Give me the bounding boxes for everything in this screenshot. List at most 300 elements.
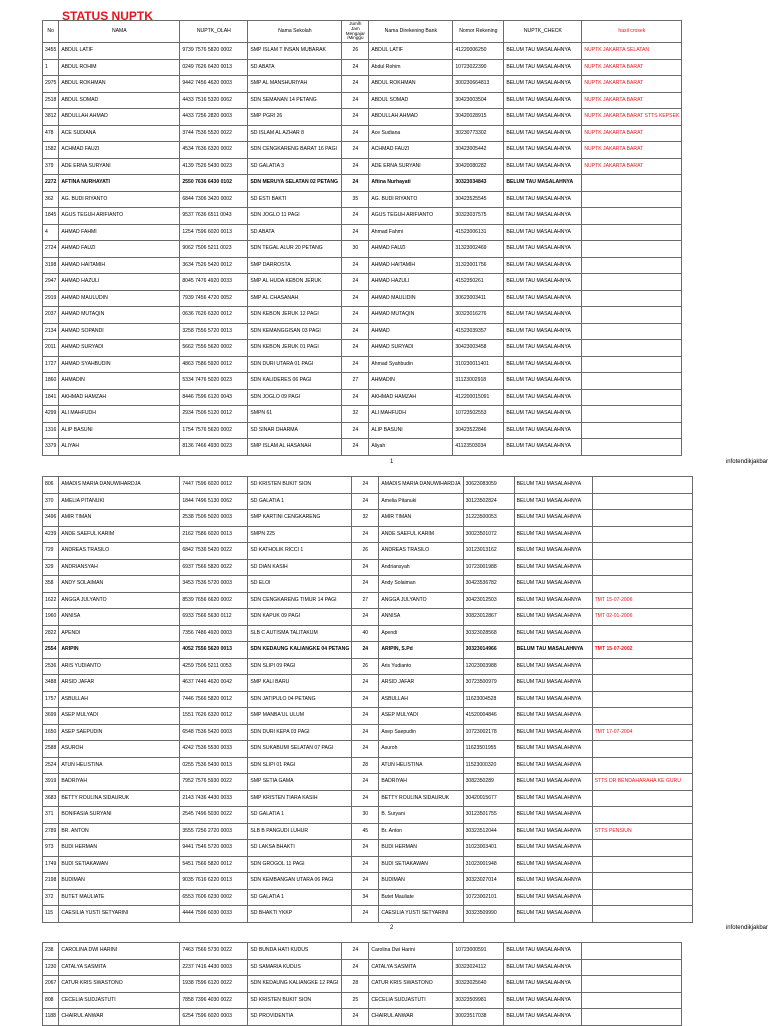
cell-hasil-crosek bbox=[592, 873, 692, 890]
table-row bbox=[43, 609, 693, 626]
cell-nomor-rekening: 30323027014 bbox=[463, 873, 514, 890]
cell-jumlah-jam: 24 bbox=[342, 158, 369, 175]
cell-jumlah-jam: 24 bbox=[342, 224, 369, 241]
cell-nama: BETTY ROULINA SIDAURUK bbox=[59, 790, 180, 807]
cell-hasil-crosek: NUPTK JAKARTA SELATAN bbox=[582, 43, 682, 60]
table-row bbox=[43, 873, 693, 890]
table-header-row bbox=[43, 21, 682, 43]
cell-nama-bank: B. Suryani bbox=[379, 807, 463, 824]
cell-jumlah-jam: 26 bbox=[352, 543, 379, 560]
table-row bbox=[43, 959, 682, 976]
cell-hasil-crosek bbox=[582, 992, 682, 1009]
cell-nama: CAROLINA DWI HARINI bbox=[59, 943, 180, 960]
cell-nama-bank: BADRIYAH bbox=[379, 774, 463, 791]
table-row bbox=[43, 493, 693, 510]
cell-hasil-crosek bbox=[592, 675, 692, 692]
cell-nama-bank: Carolina Dwi Harini bbox=[369, 943, 453, 960]
cell-nomor-rekening: 10723002178 bbox=[463, 724, 514, 741]
cell-nomor-rekening: 30423005442 bbox=[453, 142, 504, 159]
cell-nuptk-olah: 5334 7476 5020 0023 bbox=[180, 373, 248, 390]
cell-nama-sekolah: SDN SEMANAN 14 PETANG bbox=[248, 92, 342, 109]
cell-nama-sekolah: SD BHAKTI YKKP bbox=[248, 906, 352, 923]
cell-nuptk-check: BELUM TAU MASALAHNYA bbox=[504, 241, 582, 258]
cell-nomor-rekening: 10723022390 bbox=[453, 59, 504, 76]
cell-nomor-rekening: 30323025640 bbox=[453, 976, 504, 993]
cell-no: 372 bbox=[43, 889, 59, 906]
cell-nama-sekolah: SD KRISTEN BUKIT SION bbox=[248, 477, 352, 494]
cell-nama: AHMAD SYAHBUDIN bbox=[59, 356, 180, 373]
cell-nama-sekolah: SD SINAR DHARMA bbox=[248, 422, 342, 439]
cell-nomor-rekening: 30323028568 bbox=[463, 625, 514, 642]
cell-nama: ANNISA bbox=[59, 609, 180, 626]
cell-nama-bank: ADE ERNA SURYANI bbox=[369, 158, 453, 175]
cell-nuptk-olah: 3258 7556 5720 0013 bbox=[180, 323, 248, 340]
cell-no: 2554 bbox=[43, 642, 59, 659]
cell-jumlah-jam: 24 bbox=[352, 774, 379, 791]
cell-nama: ASEP SAEPUDIN bbox=[59, 724, 180, 741]
cell-nomor-rekening: 41123503034 bbox=[453, 439, 504, 456]
cell-jumlah-jam: 24 bbox=[342, 208, 369, 225]
cell-nuptk-olah: 6933 7566 5630 0112 bbox=[180, 609, 248, 626]
cell-nomor-rekening: 30323037575 bbox=[453, 208, 504, 225]
cell-nuptk-olah: 2162 7586 6020 0013 bbox=[180, 526, 248, 543]
cell-nama-sekolah: SD KRISTEN BUKIT SION bbox=[248, 992, 342, 1009]
cell-nomor-rekening: 10723002101 bbox=[463, 889, 514, 906]
cell-nuptk-olah: 4242 7536 5530 0033 bbox=[180, 741, 248, 758]
cell-nama-bank: ALI MAHFUDH bbox=[369, 406, 453, 423]
cell-nomor-rekening: 10723000591 bbox=[453, 943, 504, 960]
cell-nomor-rekening: 30423012503 bbox=[463, 592, 514, 609]
cell-nuptk-check: BELUM TAU MASALAHNYA bbox=[514, 559, 592, 576]
cell-nomor-rekening: 41523006131 bbox=[453, 224, 504, 241]
cell-nama-bank: AHMAD FAUZI bbox=[369, 241, 453, 258]
cell-no: 3919 bbox=[43, 774, 59, 791]
cell-nama-sekolah: SDN SLIPI 01 PAGI bbox=[248, 757, 352, 774]
cell-nomor-rekening: 300230664813 bbox=[453, 76, 504, 93]
cell-nomor-rekening: 30323016276 bbox=[453, 307, 504, 324]
cell-nama-sekolah: SMP KALI BARU bbox=[248, 675, 352, 692]
cell-jumlah-jam: 24 bbox=[352, 477, 379, 494]
cell-nama-bank: ABDUL LATIF bbox=[369, 43, 453, 60]
cell-nama-bank: CHAIRUL ANWAR bbox=[369, 1009, 453, 1026]
cell-hasil-crosek bbox=[592, 807, 692, 824]
cell-hasil-crosek bbox=[592, 526, 692, 543]
cell-nuptk-check: BELUM TAU MASALAHNYA bbox=[514, 625, 592, 642]
cell-nama: AHMADIN bbox=[59, 373, 180, 390]
cell-nama-sekolah: SDN JATIPULO 04 PETANG bbox=[248, 691, 352, 708]
cell-nomor-rekening: 30423003458 bbox=[453, 340, 504, 357]
cell-jumlah-jam: 26 bbox=[342, 43, 369, 60]
cell-jumlah-jam: 27 bbox=[342, 373, 369, 390]
table-row bbox=[43, 422, 682, 439]
cell-nuptk-check: BELUM TAU MASALAHNYA bbox=[504, 158, 582, 175]
cell-nomor-rekening: 41523039357 bbox=[453, 323, 504, 340]
cell-nama-bank: AMADIS MARIA DANUWIHARDJA bbox=[379, 477, 463, 494]
cell-no: 2975 bbox=[43, 76, 59, 93]
cell-hasil-crosek bbox=[592, 889, 692, 906]
table-row bbox=[43, 576, 693, 593]
cell-no: 4 bbox=[43, 224, 59, 241]
cell-hasil-crosek bbox=[592, 543, 692, 560]
cell-jumlah-jam: 24 bbox=[342, 92, 369, 109]
cell-nama-bank: ACHMAD FAUZI bbox=[369, 142, 453, 159]
table-row bbox=[43, 389, 682, 406]
cell-nama: AHMAD SURYADI bbox=[59, 340, 180, 357]
cell-nama: AFTINA NURHAYATI bbox=[59, 175, 180, 192]
cell-nama-sekolah: SMP PGRI 26 bbox=[248, 109, 342, 126]
cell-nama: ALIYAH bbox=[59, 439, 180, 456]
cell-jumlah-jam: 40 bbox=[352, 625, 379, 642]
cell-nuptk-olah: 0249 7626 6420 0013 bbox=[180, 59, 248, 76]
cell-hasil-crosek bbox=[592, 840, 692, 857]
cell-nama: BUTET MAULIATE bbox=[59, 889, 180, 906]
cell-nuptk-check: BELUM TAU MASALAHNYA bbox=[514, 609, 592, 626]
cell-nama-sekolah: SDN MERUYA SELATAN 02 PETANG bbox=[248, 175, 342, 192]
cell-jumlah-jam: 24 bbox=[352, 526, 379, 543]
cell-jumlah-jam: 28 bbox=[342, 976, 369, 993]
cell-nama-sekolah: SD GALATIA 1 bbox=[248, 493, 352, 510]
table-row bbox=[43, 92, 682, 109]
cell-nuptk-check: BELUM TAU MASALAHNYA bbox=[514, 510, 592, 527]
cell-nuptk-olah: 0255 7536 5430 0013 bbox=[180, 757, 248, 774]
footer-site-label-1: infotendikjakbar bbox=[725, 459, 768, 465]
cell-no: 1841 bbox=[43, 389, 59, 406]
cell-jumlah-jam: 24 bbox=[342, 1009, 369, 1026]
cell-nama: AMADIS MARIA DANUWIHARDJA bbox=[59, 477, 180, 494]
cell-hasil-crosek bbox=[582, 389, 682, 406]
cell-nomor-rekening: 31223500053 bbox=[463, 510, 514, 527]
cell-no: 2272 bbox=[43, 175, 59, 192]
cell-hasil-crosek bbox=[582, 191, 682, 208]
cell-nuptk-olah: 0636 7626 6320 0012 bbox=[180, 307, 248, 324]
footer-site-label-2: infotendikjakbar bbox=[725, 925, 768, 931]
cell-hasil-crosek bbox=[582, 943, 682, 960]
cell-nomor-rekening: 30323024112 bbox=[453, 959, 504, 976]
cell-nama-sekolah: SDN CENGKARENG BARAT 16 PAGI bbox=[248, 142, 342, 159]
cell-nomor-rekening: 30623003411 bbox=[453, 290, 504, 307]
cell-nuptk-olah: 8446 7596 6120 0043 bbox=[180, 389, 248, 406]
cell-nama-bank: ANDREAS TRASILO bbox=[379, 543, 463, 560]
cell-hasil-crosek bbox=[592, 493, 692, 510]
cell-nuptk-olah: 1844 7496 5130 0062 bbox=[180, 493, 248, 510]
table-row bbox=[43, 592, 693, 609]
cell-nama-bank: ABDUL ROKHMAN bbox=[369, 76, 453, 93]
header-no: No bbox=[43, 21, 59, 43]
table-row bbox=[43, 43, 682, 60]
cell-nama-sekolah: SMP MANBA'UL ULUM bbox=[248, 708, 352, 725]
table-row bbox=[43, 976, 682, 993]
cell-nuptk-check: BELUM TAU MASALAHNYA bbox=[514, 724, 592, 741]
table-row bbox=[43, 757, 693, 774]
cell-nuptk-check: BELUM TAU MASALAHNYA bbox=[514, 675, 592, 692]
cell-nama-sekolah: SMP KARTINI CENGKARENG bbox=[248, 510, 352, 527]
table-row bbox=[43, 807, 693, 824]
cell-nuptk-olah: 8136 7466 4930 0023 bbox=[180, 439, 248, 456]
cell-nuptk-check: BELUM TAU MASALAHNYA bbox=[504, 59, 582, 76]
header-nuptk-olah: NUPTK_OLAH bbox=[180, 21, 248, 43]
cell-jumlah-jam: 45 bbox=[352, 823, 379, 840]
cell-nama-sekolah: SD ABATA bbox=[248, 59, 342, 76]
cell-no: 1650 bbox=[43, 724, 59, 741]
cell-hasil-crosek: STTS PENSIUN bbox=[592, 823, 692, 840]
table-row bbox=[43, 257, 682, 274]
cell-nomor-rekening: 30323014966 bbox=[463, 642, 514, 659]
cell-nomor-rekening: 30423536782 bbox=[463, 576, 514, 593]
cell-nomor-rekening: 30420015677 bbox=[463, 790, 514, 807]
cell-nama: AHMAD FAUZI bbox=[59, 241, 180, 258]
cell-no: 1757 bbox=[43, 691, 59, 708]
cell-nuptk-olah: 8539 7656 6620 0002 bbox=[180, 592, 248, 609]
cell-nama: ANDRIANSYAH bbox=[59, 559, 180, 576]
cell-nama: CAESILIA YUSTI SETYARINI bbox=[59, 906, 180, 923]
cell-nama-bank: ABDULLAH AHMAD bbox=[369, 109, 453, 126]
cell-nama: ATUN HELISTINA bbox=[59, 757, 180, 774]
cell-no: 329 bbox=[43, 559, 59, 576]
table-row bbox=[43, 373, 682, 390]
cell-no: 238 bbox=[43, 943, 59, 960]
header-nama-sekolah: Nama Sekolah bbox=[248, 21, 342, 43]
cell-no: 2947 bbox=[43, 274, 59, 291]
cell-jumlah-jam: 24 bbox=[342, 323, 369, 340]
cell-nama-bank: ANNISA bbox=[379, 609, 463, 626]
cell-nuptk-olah: 7952 7576 5930 0022 bbox=[180, 774, 248, 791]
cell-hasil-crosek bbox=[582, 959, 682, 976]
cell-nuptk-olah: 3555 7256 2720 0003 bbox=[180, 823, 248, 840]
cell-nama: AMIR TIMAN bbox=[59, 510, 180, 527]
cell-hasil-crosek bbox=[582, 323, 682, 340]
cell-nama: AGUS TEGUH ARIFIANTO bbox=[59, 208, 180, 225]
cell-nama-sekolah: SD ABATA bbox=[248, 224, 342, 241]
cell-nama: ALI MAHFUDH bbox=[59, 406, 180, 423]
cell-jumlah-jam: 24 bbox=[352, 609, 379, 626]
cell-no: 379 bbox=[43, 158, 59, 175]
cell-jumlah-jam: 24 bbox=[342, 389, 369, 406]
cell-nama: AHMAD MAULUDIN bbox=[59, 290, 180, 307]
cell-nuptk-check: BELUM TAU MASALAHNYA bbox=[514, 823, 592, 840]
cell-nuptk-olah: 2934 7506 5120 0012 bbox=[180, 406, 248, 423]
cell-jumlah-jam: 25 bbox=[342, 992, 369, 1009]
header-nomor-rekening: Nomor Rekening bbox=[453, 21, 504, 43]
cell-nama-sekolah: SDN TEGAL ALUR 20 PETANG bbox=[248, 241, 342, 258]
cell-nomor-rekening: 30423522846 bbox=[453, 422, 504, 439]
cell-nomor-rekening: 11623501955 bbox=[463, 741, 514, 758]
table-row bbox=[43, 125, 682, 142]
cell-no: 973 bbox=[43, 840, 59, 857]
cell-nuptk-check: BELUM TAU MASALAHNYA bbox=[504, 406, 582, 423]
cell-nomor-rekening: 310230011401 bbox=[453, 356, 504, 373]
table-row bbox=[43, 642, 693, 659]
cell-nama-bank: ALIP BASUNI bbox=[369, 422, 453, 439]
table-row bbox=[43, 191, 682, 208]
cell-nomor-rekening: 412200015091 bbox=[453, 389, 504, 406]
table-row bbox=[43, 158, 682, 175]
cell-nama-sekolah: SD BUNDA HATI KUDUS bbox=[248, 943, 342, 960]
cell-jumlah-jam: 24 bbox=[342, 76, 369, 93]
cell-nama-sekolah: SMPN 61 bbox=[248, 406, 342, 423]
cell-nuptk-olah: 6844 7306 3420 0002 bbox=[180, 191, 248, 208]
cell-jumlah-jam: 24 bbox=[352, 906, 379, 923]
cell-nama: CHAIRUL ANWAR bbox=[59, 1009, 180, 1026]
cell-hasil-crosek: NUPTK JAKARTA BARAT bbox=[582, 125, 682, 142]
cell-nama-bank: Aftina Nurhayati bbox=[369, 175, 453, 192]
cell-no: 370 bbox=[43, 493, 59, 510]
cell-no: 1960 bbox=[43, 609, 59, 626]
document-title: STATUS NUPTK bbox=[62, 9, 153, 23]
cell-nama-sekolah: SMP AL MANSHURIYAH bbox=[248, 76, 342, 93]
cell-nuptk-olah: 9035 7616 6220 0013 bbox=[180, 873, 248, 890]
page-number-2: 2 bbox=[390, 925, 394, 931]
cell-nuptk-olah: 4433 7516 5320 0062 bbox=[180, 92, 248, 109]
cell-no: 371 bbox=[43, 807, 59, 824]
cell-nama: AKHMAD HAMZAH bbox=[59, 389, 180, 406]
cell-jumlah-jam: 24 bbox=[352, 576, 379, 593]
cell-nama-bank: Aliyah bbox=[369, 439, 453, 456]
cell-nama-bank: Amelia Pitanuki bbox=[379, 493, 463, 510]
cell-no: 3198 bbox=[43, 257, 59, 274]
cell-nama: BUDI HERMAN bbox=[59, 840, 180, 857]
cell-nama-sekolah: SMP ISLAM AL HASANAH bbox=[248, 439, 342, 456]
cell-nuptk-check: BELUM TAU MASALAHNYA bbox=[504, 992, 582, 1009]
cell-nuptk-check: BELUM TAU MASALAHNYA bbox=[514, 757, 592, 774]
cell-nama-sekolah: SDN DURI KEPA 03 PAGI bbox=[248, 724, 352, 741]
cell-jumlah-jam: 26 bbox=[352, 658, 379, 675]
cell-no: 1860 bbox=[43, 373, 59, 390]
cell-nama-bank: Asuroh bbox=[379, 741, 463, 758]
cell-nama: AMELIA PITANUKI bbox=[59, 493, 180, 510]
cell-nama: ABDUL SOMAD bbox=[59, 92, 180, 109]
cell-no: 3496 bbox=[43, 510, 59, 527]
cell-nuptk-check: BELUM TAU MASALAHNYA bbox=[504, 175, 582, 192]
cell-nuptk-olah: 6548 7536 5420 0003 bbox=[180, 724, 248, 741]
table-row bbox=[43, 241, 682, 258]
cell-nomor-rekening: 30023501072 bbox=[463, 526, 514, 543]
cell-nama-sekolah: SD ELOI bbox=[248, 576, 352, 593]
cell-jumlah-jam: 24 bbox=[342, 274, 369, 291]
cell-nama: BADRIYAH bbox=[59, 774, 180, 791]
cell-nama: CATUR KRIS SWASTONO bbox=[59, 976, 180, 993]
cell-nuptk-olah: 7446 7566 5820 0012 bbox=[180, 691, 248, 708]
cell-no: 2198 bbox=[43, 873, 59, 890]
cell-nuptk-check: BELUM TAU MASALAHNYA bbox=[504, 422, 582, 439]
cell-nuptk-check: BELUM TAU MASALAHNYA bbox=[514, 691, 592, 708]
cell-nuptk-olah: 4534 7636 6320 0002 bbox=[180, 142, 248, 159]
cell-nama-sekolah: SDN SLIPI 09 PAGI bbox=[248, 658, 352, 675]
cell-nuptk-olah: 5662 7556 5620 0002 bbox=[180, 340, 248, 357]
cell-nama-sekolah: SMP SETIA GAMA bbox=[248, 774, 352, 791]
cell-nuptk-check: BELUM TAU MASALAHNYA bbox=[504, 959, 582, 976]
cell-nuptk-check: BELUM TAU MASALAHNYA bbox=[504, 109, 582, 126]
cell-jumlah-jam: 24 bbox=[342, 109, 369, 126]
cell-nama-sekolah: SD KATHOLIK RICCI 1 bbox=[248, 543, 352, 560]
page-number-1: 1 bbox=[390, 459, 394, 465]
cell-nuptk-olah: 1754 7576 5620 0002 bbox=[180, 422, 248, 439]
cell-no: 3683 bbox=[43, 790, 59, 807]
cell-nomor-rekening: 31323002469 bbox=[453, 241, 504, 258]
cell-no: 2822 bbox=[43, 625, 59, 642]
table-row bbox=[43, 307, 682, 324]
cell-nama-sekolah: SMP DARROSTA bbox=[248, 257, 342, 274]
cell-nama: BUDI SETIAKAWAN bbox=[59, 856, 180, 873]
cell-no: 362 bbox=[43, 191, 59, 208]
cell-nuptk-check: BELUM TAU MASALAHNYA bbox=[504, 943, 582, 960]
cell-nama: ARIS YUDIANTO bbox=[59, 658, 180, 675]
cell-hasil-crosek bbox=[592, 757, 692, 774]
header-nama: NAMA bbox=[59, 21, 180, 43]
table-row bbox=[43, 790, 693, 807]
cell-nama: BONIFASIA SURYANI bbox=[59, 807, 180, 824]
cell-jumlah-jam: 24 bbox=[352, 559, 379, 576]
cell-nomor-rekening: 31123002918 bbox=[453, 373, 504, 390]
cell-nuptk-check: BELUM TAU MASALAHNYA bbox=[514, 642, 592, 659]
cell-nuptk-olah: 4863 7586 5920 0012 bbox=[180, 356, 248, 373]
cell-hasil-crosek: NUPTK JAKARTA BARAT bbox=[582, 92, 682, 109]
table-row bbox=[43, 340, 682, 357]
cell-nuptk-olah: 1254 7596 6020 0013 bbox=[180, 224, 248, 241]
cell-nomor-rekening: 30723500979 bbox=[463, 675, 514, 692]
cell-nama: ANDE SAEFUL KARIM bbox=[59, 526, 180, 543]
cell-no: 3455 bbox=[43, 43, 59, 60]
cell-jumlah-jam: 30 bbox=[352, 807, 379, 824]
cell-nuptk-check: BELUM TAU MASALAHNYA bbox=[504, 356, 582, 373]
cell-nama-bank: AHMADIN bbox=[369, 373, 453, 390]
table-row bbox=[43, 992, 682, 1009]
cell-jumlah-jam: 24 bbox=[352, 708, 379, 725]
cell-nuptk-check: BELUM TAU MASALAHNYA bbox=[504, 92, 582, 109]
cell-nuptk-check: BELUM TAU MASALAHNYA bbox=[514, 790, 592, 807]
cell-nama-bank: ARIPIN, S.Pd bbox=[379, 642, 463, 659]
table-row bbox=[43, 175, 682, 192]
table-row bbox=[43, 889, 693, 906]
cell-nuptk-olah: 4139 7526 5430 0023 bbox=[180, 158, 248, 175]
cell-nuptk-check: BELUM TAU MASALAHNYA bbox=[514, 708, 592, 725]
cell-nama-sekolah: SDN KEDAUNG KALIANGKE 04 PETANG bbox=[248, 642, 352, 659]
cell-nama-sekolah: SD GALATIA 3 bbox=[248, 158, 342, 175]
cell-nuptk-olah: 7463 7566 5730 0022 bbox=[180, 943, 248, 960]
cell-no: 115 bbox=[43, 906, 59, 923]
cell-nomor-rekening: 30623083059 bbox=[463, 477, 514, 494]
cell-jumlah-jam: 24 bbox=[342, 943, 369, 960]
cell-nama-bank: Butet Mauliate bbox=[379, 889, 463, 906]
cell-nomor-rekening: 30423003504 bbox=[453, 92, 504, 109]
header-nuptk-check: NUPTK_CHECK bbox=[504, 21, 582, 43]
cell-nama-bank: CAESILIA YUSTI SETYARINI bbox=[379, 906, 463, 923]
cell-nama-sekolah: SLB B PANGUDI LUHUR bbox=[248, 823, 352, 840]
table-row bbox=[43, 109, 682, 126]
cell-nama-sekolah: SD PROVIDENTIA bbox=[248, 1009, 342, 1026]
cell-nama: ADE ERNA SURYANI bbox=[59, 158, 180, 175]
cell-hasil-crosek bbox=[592, 576, 692, 593]
cell-nuptk-check: BELUM TAU MASALAHNYA bbox=[514, 873, 592, 890]
cell-jumlah-jam: 32 bbox=[342, 406, 369, 423]
cell-nama-sekolah: SDN KEBON JERUK 12 PAGI bbox=[248, 307, 342, 324]
table-row bbox=[43, 691, 693, 708]
cell-no: 1749 bbox=[43, 856, 59, 873]
cell-nama: ARIPIN bbox=[59, 642, 180, 659]
cell-hasil-crosek bbox=[592, 658, 692, 675]
cell-hasil-crosek bbox=[592, 906, 692, 923]
cell-hasil-crosek: TMT 17-07-2004 bbox=[592, 724, 692, 741]
table-row bbox=[43, 142, 682, 159]
cell-no: 2067 bbox=[43, 976, 59, 993]
cell-hasil-crosek bbox=[582, 257, 682, 274]
cell-nama-bank: AHMAD MUTAQIN bbox=[369, 307, 453, 324]
cell-nama-sekolah: SD SAMARIA KUDUS bbox=[248, 959, 342, 976]
cell-nama-bank: CATALYA SASMITA bbox=[369, 959, 453, 976]
cell-hasil-crosek bbox=[582, 340, 682, 357]
cell-nomor-rekening: 41220006250 bbox=[453, 43, 504, 60]
cell-nuptk-check: BELUM TAU MASALAHNYA bbox=[504, 373, 582, 390]
cell-nuptk-olah: 7939 7456 4720 0052 bbox=[180, 290, 248, 307]
